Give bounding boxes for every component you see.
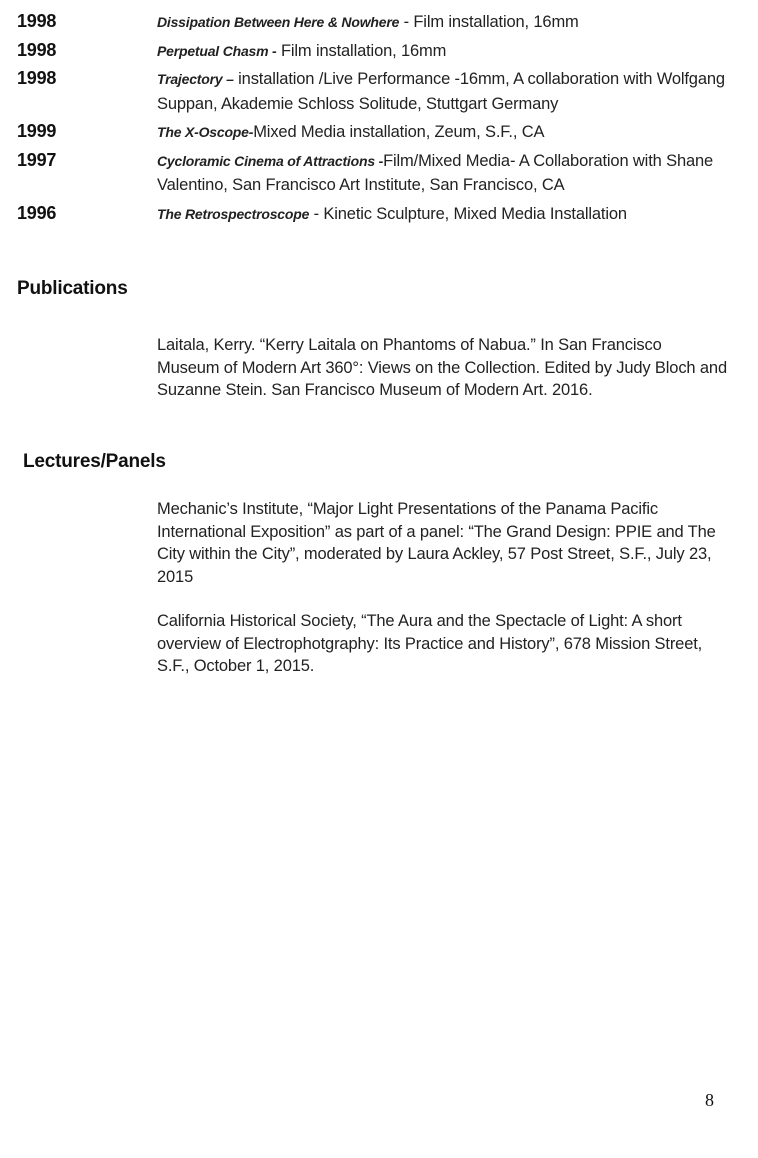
exhibition-description xyxy=(157,202,742,227)
exhibition-description xyxy=(157,149,742,198)
exhibition-year: 1998 xyxy=(17,11,57,31)
exhibition-title: Perpetual Chasm - xyxy=(157,42,277,59)
exhibition-entry xyxy=(17,67,747,116)
exhibition-title: Dissipation Between Here & Nowhere xyxy=(157,14,400,30)
exhibition-year: 1998 xyxy=(17,68,57,88)
lecture-item: Mechanic’s Institute, “Major Light Presentations of the Panama Pacific International Exposition” as part of a panel: “The Grand Design: PPIE and The City within the City”, moderated by Laura Ackley, 57 Post Street, S.F., July 23, 2015 xyxy=(157,500,716,586)
exhibition-entry xyxy=(17,10,747,35)
exhibition-year: 1999 xyxy=(17,121,57,141)
exhibition-title: The X-Oscope- xyxy=(157,124,254,140)
exhibition-title: Trajectory – xyxy=(157,71,234,87)
exhibition-description xyxy=(157,120,742,145)
exhibition-title: Cycloramic Cinema of Attractions - xyxy=(157,152,384,169)
exhibition-entry xyxy=(17,39,747,64)
exhibition-details: Mixed Media installation, Zeum, S.F., CA xyxy=(253,123,545,141)
exhibition-details: - Kinetic Sculpture, Mixed Media Installation xyxy=(309,204,627,223)
exhibition-year: 1996 xyxy=(17,202,57,223)
exhibition-list xyxy=(17,10,747,230)
exhibition-entry xyxy=(17,120,747,145)
publications-heading: Publications xyxy=(17,278,128,299)
exhibition-details: Film installation, 16mm xyxy=(276,41,447,60)
exhibition-year: 1998 xyxy=(17,39,57,60)
lectures-list xyxy=(157,498,727,700)
exhibition-entry xyxy=(17,202,747,227)
exhibition-details: installation /Live Performance -16mm, A collaboration with Wolfgang Suppan, Akademie Schloss Solitude, Stuttgart Germany xyxy=(157,70,725,113)
exhibition-description xyxy=(157,10,742,35)
exhibition-year: 1997 xyxy=(17,149,57,170)
exhibition-description xyxy=(157,39,742,64)
page-number: 8 xyxy=(705,1090,714,1110)
publications-list xyxy=(157,334,727,424)
exhibition-details: - Film installation, 16mm xyxy=(399,13,579,31)
exhibition-title: The Retrospectroscope xyxy=(157,205,310,222)
exhibition-details: Film/Mixed Media- A Collaboration with Shane Valentino, San Francisco Art Institute, San Francisco, CA xyxy=(157,151,714,194)
lectures-heading: Lectures/Panels xyxy=(23,451,166,472)
exhibition-description xyxy=(157,67,742,116)
exhibition-entry xyxy=(17,149,747,198)
publication-item: Laitala, Kerry. “Kerry Laitala on Phantoms of Nabua.” In San Francisco Museum of Modern Art 360°: Views on the Collection. Edited by Judy Bloch and Suzanne Stein. San Francisco Museum of Modern Art. 2016. xyxy=(157,336,727,399)
lecture-item: California Historical Society, “The Aura and the Spectacle of Light: A short overview of Electrophotgraphy: Its Practice and History”, 678 Mission Street, S.F., October 1, 2015. xyxy=(157,612,703,675)
